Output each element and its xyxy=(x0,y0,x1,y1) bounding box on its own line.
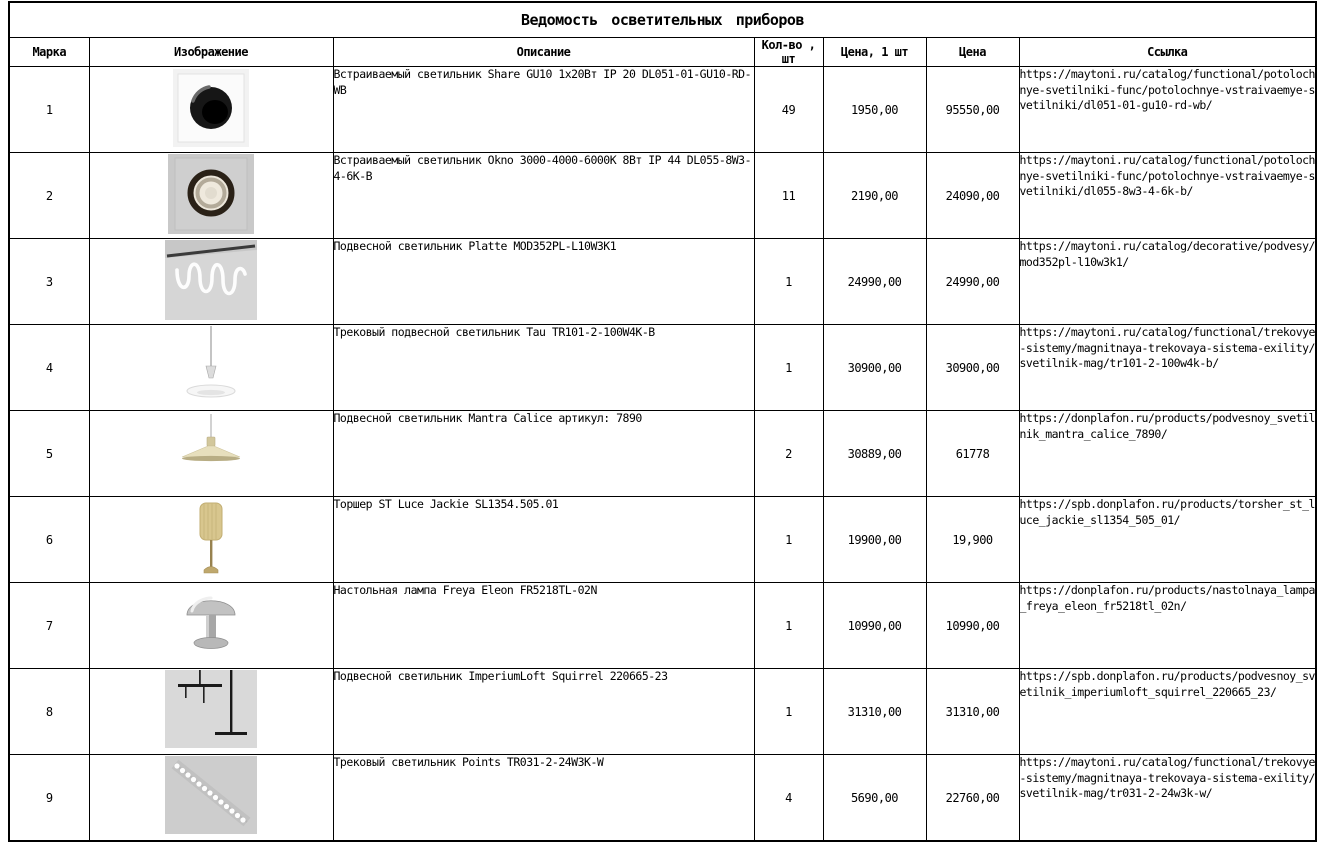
page-title: Ведомость осветительных приборов xyxy=(9,2,1316,38)
column-header-mark: Марка xyxy=(9,38,89,67)
product-link[interactable]: https://maytoni.ru/catalog/functional/potolochnye-svetilniki-func/potolochnye-vstraivaemye-svetilniki/dl051-01-gu10-rd-wb/ xyxy=(1019,67,1315,113)
image-cell xyxy=(89,497,333,583)
product-link[interactable]: https://maytoni.ru/catalog/functional/trekovye-sistemy/magnitnaya-trekovaya-sistema-exility/svetilnik-mag/tr101-2-100w4k-b/ xyxy=(1019,325,1315,371)
link-cell xyxy=(1019,239,1316,325)
description-cell: Торшер ST Luce Jackie SL1354.505.01 xyxy=(333,497,754,583)
unit-price-cell: 10990,00 xyxy=(823,583,926,669)
total-price-cell: 61778 xyxy=(926,411,1019,497)
points-track-light-image xyxy=(163,756,259,836)
unit-price-cell: 5690,00 xyxy=(823,755,926,842)
qty-cell: 1 xyxy=(754,325,823,411)
qty-cell: 1 xyxy=(754,669,823,755)
qty-cell: 49 xyxy=(754,67,823,153)
description-cell: Подвесной светильник ImperiumLoft Squirrel 220665-23 xyxy=(333,669,754,755)
column-header-image: Изображение xyxy=(89,38,333,67)
product-link[interactable]: https://maytoni.ru/catalog/functional/potolochnye-svetilniki-func/potolochnye-vstraivaemye-svetilniki/dl055-8w3-4-6k-b/ xyxy=(1019,153,1315,199)
squirrel-linear-pendant-image xyxy=(163,670,259,750)
okno-recessed-downlight-image xyxy=(163,154,259,234)
mark-cell: 5 xyxy=(9,411,89,497)
image-cell xyxy=(89,583,333,669)
total-price-cell: 19,900 xyxy=(926,497,1019,583)
mark-cell: 7 xyxy=(9,583,89,669)
tau-track-pendant-image xyxy=(163,326,259,406)
mark-cell: 1 xyxy=(9,67,89,153)
mark-cell: 3 xyxy=(9,239,89,325)
link-cell xyxy=(1019,67,1316,153)
mark-cell: 2 xyxy=(9,153,89,239)
eleon-table-lamp-image xyxy=(163,584,259,664)
image-cell xyxy=(89,325,333,411)
link-cell xyxy=(1019,669,1316,755)
image-cell xyxy=(89,755,333,842)
table-row xyxy=(9,411,1316,497)
product-link[interactable]: https://spb.donplafon.ru/products/podvesnoy_svetilnik_imperiumloft_squirrel_220665_23/ xyxy=(1019,669,1315,699)
product-link[interactable]: https://maytoni.ru/catalog/decorative/podvesy/mod352pl-l10w3k1/ xyxy=(1019,239,1315,269)
description-cell: Трековый светильник Points TR031-2-24W3K-W xyxy=(333,755,754,842)
product-link[interactable]: https://maytoni.ru/catalog/functional/trekovye-sistemy/magnitnaya-trekovaya-sistema-exility/svetilnik-mag/tr031-2-24w3k-w/ xyxy=(1019,755,1315,801)
product-link[interactable]: https://donplafon.ru/products/nastolnaya_lampa_freya_eleon_fr5218tl_02n/ xyxy=(1019,583,1315,613)
link-cell xyxy=(1019,153,1316,239)
total-price-cell: 30900,00 xyxy=(926,325,1019,411)
description-cell: Настольная лампа Freya Eleon FR5218TL-02N xyxy=(333,583,754,669)
unit-price-cell: 30900,00 xyxy=(823,325,926,411)
qty-cell: 2 xyxy=(754,411,823,497)
unit-price-cell: 19900,00 xyxy=(823,497,926,583)
qty-cell: 4 xyxy=(754,755,823,842)
total-price-cell: 31310,00 xyxy=(926,669,1019,755)
jackie-floor-lamp-image xyxy=(163,498,259,578)
link-cell xyxy=(1019,755,1316,842)
product-link[interactable]: https://donplafon.ru/products/podvesnoy_svetilnik_mantra_calice_7890/ xyxy=(1019,411,1315,441)
unit-price-cell: 24990,00 xyxy=(823,239,926,325)
link-cell xyxy=(1019,325,1316,411)
total-price-cell: 24990,00 xyxy=(926,239,1019,325)
table-row xyxy=(9,669,1316,755)
total-price-cell: 10990,00 xyxy=(926,583,1019,669)
table-row xyxy=(9,153,1316,239)
link-cell xyxy=(1019,583,1316,669)
column-header-description: Описание xyxy=(333,38,754,67)
table-row xyxy=(9,325,1316,411)
unit-price-cell: 1950,00 xyxy=(823,67,926,153)
mark-cell: 8 xyxy=(9,669,89,755)
qty-cell: 1 xyxy=(754,583,823,669)
description-cell: Подвесной светильник Platte MOD352PL-L10W3K1 xyxy=(333,239,754,325)
description-cell: Встраиваемый светильник Okno 3000-4000-6000K 8Вт IP 44 DL055-8W3-4-6K-B xyxy=(333,153,754,239)
column-header-qty: Кол-во , шт xyxy=(754,38,823,67)
image-cell xyxy=(89,239,333,325)
qty-cell: 1 xyxy=(754,497,823,583)
table-body xyxy=(9,67,1316,842)
image-cell xyxy=(89,411,333,497)
total-price-cell: 22760,00 xyxy=(926,755,1019,842)
header-row xyxy=(9,38,1316,67)
total-price-cell: 95550,00 xyxy=(926,67,1019,153)
unit-price-cell: 30889,00 xyxy=(823,411,926,497)
link-cell xyxy=(1019,497,1316,583)
link-cell xyxy=(1019,411,1316,497)
unit-price-cell: 2190,00 xyxy=(823,153,926,239)
table-row xyxy=(9,67,1316,153)
column-header-price: Цена xyxy=(926,38,1019,67)
share-recessed-downlight-image xyxy=(163,68,259,148)
description-cell: Трековый подвесной светильник Tau TR101-2-100W4K-B xyxy=(333,325,754,411)
mark-cell: 4 xyxy=(9,325,89,411)
title-row xyxy=(9,2,1316,38)
column-header-unit-price: Цена, 1 шт xyxy=(823,38,926,67)
column-header-link: Ссылка xyxy=(1019,38,1316,67)
description-cell: Подвесной светильник Mantra Calice артикул: 7890 xyxy=(333,411,754,497)
total-price-cell: 24090,00 xyxy=(926,153,1019,239)
table-row xyxy=(9,497,1316,583)
table-row xyxy=(9,755,1316,842)
image-cell xyxy=(89,153,333,239)
image-cell xyxy=(89,669,333,755)
qty-cell: 1 xyxy=(754,239,823,325)
description-cell: Встраиваемый светильник Share GU10 1x20Вт IP 20 DL051-01-GU10-RD-WB xyxy=(333,67,754,153)
image-cell xyxy=(89,67,333,153)
mark-cell: 6 xyxy=(9,497,89,583)
platte-squiggle-pendant-image xyxy=(163,240,259,320)
lighting-fixtures-table xyxy=(8,1,1317,842)
table-row xyxy=(9,239,1316,325)
product-link[interactable]: https://spb.donplafon.ru/products/torsher_st_luce_jackie_sl1354_505_01/ xyxy=(1019,497,1315,527)
calice-pendant-image xyxy=(163,412,259,492)
table-row xyxy=(9,583,1316,669)
mark-cell: 9 xyxy=(9,755,89,842)
qty-cell: 11 xyxy=(754,153,823,239)
unit-price-cell: 31310,00 xyxy=(823,669,926,755)
